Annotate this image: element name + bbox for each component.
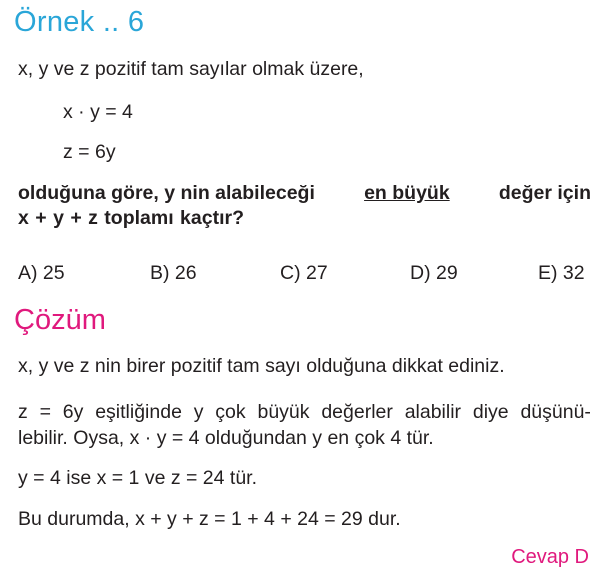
example-title: Örnek .. 6 bbox=[14, 6, 145, 38]
solution-line-1: x, y ve z nin birer pozitif tam sayı olduğuna dikkat ediniz. bbox=[18, 355, 505, 377]
solution-word: büyük bbox=[257, 401, 310, 423]
solution-word: z bbox=[18, 401, 28, 423]
solution-word: diye bbox=[472, 401, 509, 423]
solution-word: = bbox=[39, 401, 51, 423]
solution-word: düşünü- bbox=[520, 401, 591, 423]
equation-xy: x · y = 4 bbox=[63, 101, 133, 123]
solution-line-3: y = 4 ise x = 1 ve z = 24 tür. bbox=[18, 467, 258, 489]
option-e: E) 32 bbox=[538, 262, 585, 284]
option-b: B) 26 bbox=[150, 262, 197, 284]
solution-line-4: Bu durumda, x + y + z = 1 + 4 + 24 = 29 dur. bbox=[18, 508, 401, 530]
solution-line-2a bbox=[18, 400, 591, 424]
option-d: D) 29 bbox=[410, 262, 458, 284]
question-text-end: değer için bbox=[498, 182, 591, 204]
solution-word: 6y bbox=[62, 401, 84, 423]
solution-word: y bbox=[193, 401, 204, 423]
solution-title: Çözüm bbox=[14, 304, 106, 336]
answer-label: Cevap D bbox=[511, 546, 589, 568]
question-line-1 bbox=[18, 181, 591, 205]
question-emphasis: en büyük bbox=[364, 182, 450, 204]
solution-line-2b: lebilir. Oysa, x · y = 4 olduğundan y en çok 4 tür. bbox=[18, 427, 434, 449]
solution-word: çok bbox=[215, 401, 246, 423]
question-line-2: x + y + z toplamı kaçtır? bbox=[18, 207, 245, 229]
equation-z: z = 6y bbox=[63, 141, 116, 163]
problem-intro: x, y ve z pozitif tam sayılar olmak üzere, bbox=[18, 58, 364, 80]
solution-word: eşitliğinde bbox=[95, 401, 182, 423]
option-a: A) 25 bbox=[18, 262, 65, 284]
solution-word: değerler bbox=[321, 401, 393, 423]
option-c: C) 27 bbox=[280, 262, 328, 284]
solution-word: alabilir bbox=[404, 401, 462, 423]
question-text-start: olduğuna göre, y nin alabileceği bbox=[18, 182, 315, 204]
